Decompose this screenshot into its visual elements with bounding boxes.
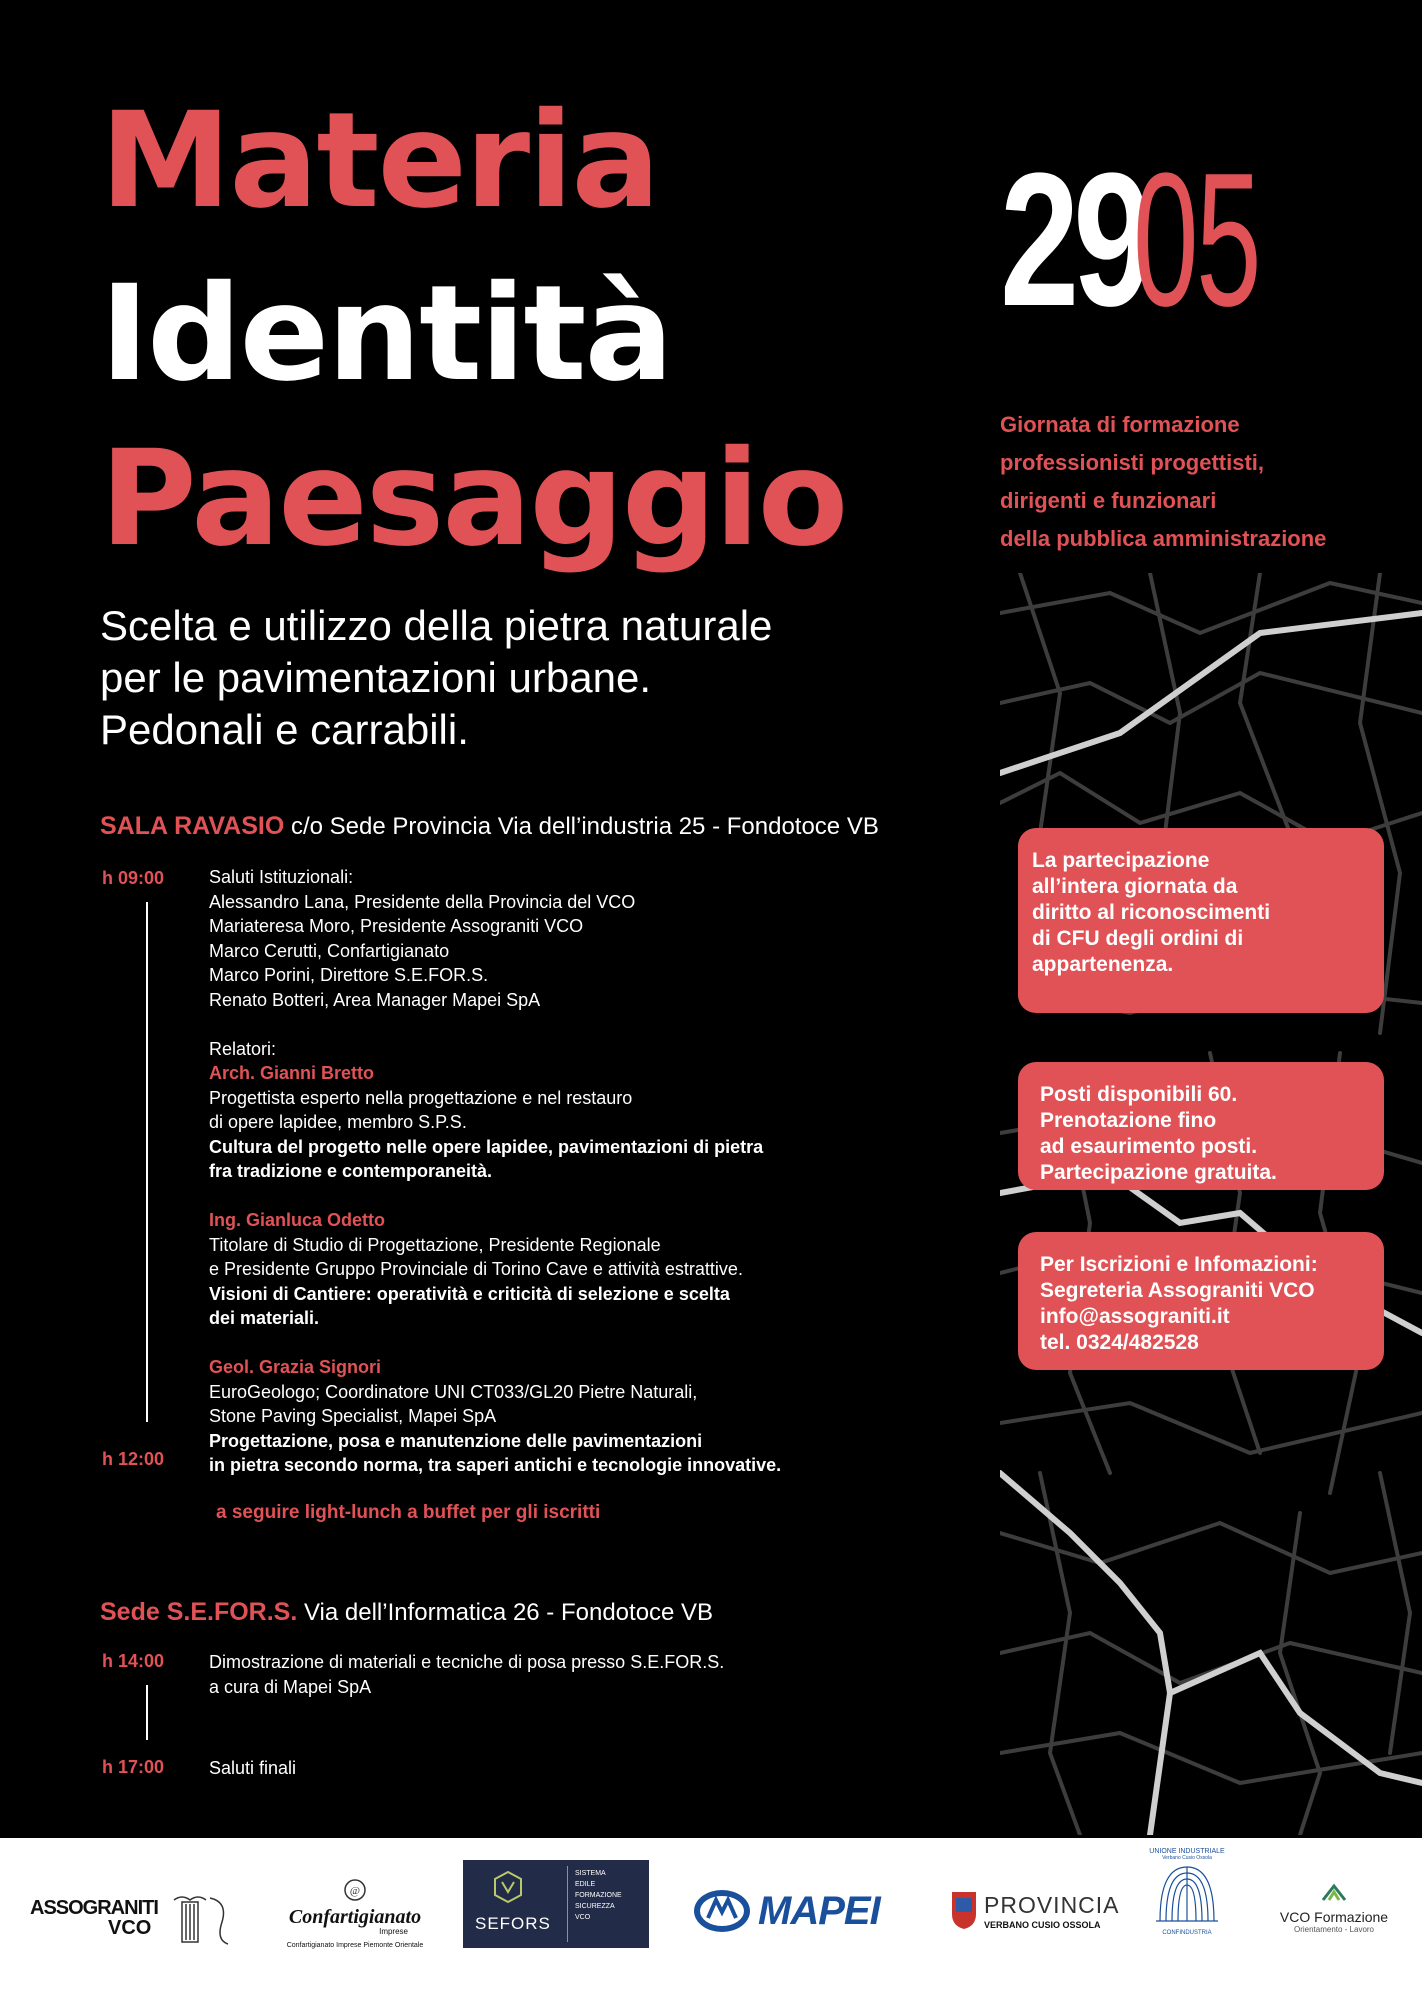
timeline-line bbox=[146, 902, 148, 1422]
speaker-name: Ing. Gianluca Odetto bbox=[209, 1210, 386, 1230]
confartigianato-caption: Confartigianato Imprese Piemonte Orientale bbox=[286, 1942, 424, 1949]
date-month: 05 bbox=[1133, 134, 1260, 346]
time-start: h 14:00 bbox=[102, 1651, 165, 1671]
greeting-item: Alessandro Lana, Presidente della Provincia del VCO bbox=[209, 891, 636, 912]
column-icon bbox=[170, 1892, 232, 1948]
title-line-3: Paesaggio bbox=[100, 422, 847, 576]
assograniti-logo bbox=[30, 1898, 235, 1958]
assograniti-vco: VCO bbox=[108, 1917, 152, 1939]
speaker-bio: EuroGeologo; Coordinatore UNI CT033/GL20 Pietre Naturali, bbox=[209, 1381, 698, 1402]
date-day: 29 bbox=[1000, 134, 1147, 346]
svg-text:@: @ bbox=[349, 1885, 361, 1897]
info-line: Partecipazione gratuita. bbox=[1040, 1161, 1277, 1184]
phone-link[interactable]: tel. 0324/482528 bbox=[1040, 1331, 1199, 1354]
talk-title: in pietra secondo norma, tra saperi antichi e tecnologie innovative. bbox=[209, 1455, 782, 1475]
info-line: appartenenza. bbox=[1032, 953, 1174, 976]
tagline-line: della pubblica amministrazione bbox=[1000, 526, 1327, 551]
mapei-logo bbox=[692, 1888, 906, 1934]
sefors-icon bbox=[493, 1870, 523, 1904]
session-1-program bbox=[209, 865, 929, 1478]
sefors-logo bbox=[463, 1860, 649, 1948]
location-address: c/o Sede Provincia Via dell’industria 25 - Fondotoce VB bbox=[290, 813, 879, 840]
provincia-logo bbox=[950, 1888, 1120, 1948]
info-line: Posti disponibili 60. bbox=[1040, 1083, 1238, 1106]
info-line: Prenotazione fino bbox=[1040, 1109, 1217, 1132]
provincia-name: PROVINCIA bbox=[984, 1892, 1120, 1918]
unione-top: UNIONE INDUSTRIALE bbox=[1149, 1848, 1225, 1855]
session-2-program bbox=[209, 1650, 929, 1699]
confartigianato-icon bbox=[343, 1878, 367, 1902]
tagline-line: dirigenti e funzionari bbox=[1000, 488, 1217, 513]
subtitle-line: Pedonali e carrabili. bbox=[100, 706, 469, 753]
title-line-1: Materia bbox=[100, 84, 659, 238]
confindustria-icon bbox=[1152, 1861, 1222, 1925]
info-line: all’intera giornata da bbox=[1032, 875, 1238, 898]
greeting-item: Mariateresa Moro, Presidente Assograniti VCO bbox=[209, 916, 584, 936]
timeline-line bbox=[146, 1685, 148, 1740]
talk-title: fra tradizione e contemporaneità. bbox=[209, 1161, 493, 1181]
info-line: ad esaurimento posti. bbox=[1040, 1135, 1258, 1158]
vco-sub: Orientamento - Lavoro bbox=[1293, 1925, 1375, 1934]
unione-bottom: CONFINDUSTRIA bbox=[1162, 1930, 1212, 1936]
subtitle bbox=[100, 600, 920, 756]
talk-title: dei materiali. bbox=[209, 1308, 320, 1328]
info-line: Segreteria Assograniti VCO bbox=[1040, 1279, 1315, 1302]
location-name: SALA RAVASIO bbox=[100, 812, 285, 840]
demo-line: a cura di Mapei SpA bbox=[209, 1676, 372, 1697]
speaker-bio: di opere lapidee, membro S.P.S. bbox=[209, 1112, 467, 1132]
subtitle-line: per le pavimentazioni urbane. bbox=[100, 654, 652, 701]
time-end: h 17:00 bbox=[102, 1757, 165, 1777]
provincia-sub: VERBANO CUSIO OSSOLA bbox=[984, 1920, 1101, 1930]
location-2 bbox=[100, 1598, 713, 1627]
tagline-line: Giornata di formazione bbox=[1000, 412, 1240, 437]
title-line-2: Identità bbox=[100, 257, 672, 411]
location-address: Via dell’Informatica 26 - Fondotoce VB bbox=[303, 1599, 714, 1626]
sefors-lines: SISTEMA EDILE FORMAZIONE SICUREZZA VCO bbox=[575, 1870, 622, 1921]
info-line: diritto al riconoscimenti bbox=[1032, 901, 1271, 924]
unione-sub: Verbano Cusio Ossola bbox=[1162, 1855, 1212, 1861]
greeting-item: Marco Cerutti, Confartigianato bbox=[209, 940, 450, 961]
speakers-title: Relatori: bbox=[209, 1038, 277, 1059]
mapei-icon bbox=[692, 1888, 752, 1934]
location-1 bbox=[100, 812, 879, 841]
demo-line: Dimostrazione di materiali e tecniche di posa presso S.E.FOR.S. bbox=[209, 1652, 725, 1672]
unione-industriale-logo bbox=[1142, 1848, 1232, 1948]
street-map-graphic bbox=[1000, 573, 1422, 1835]
speaker-bio: e Presidente Gruppo Provinciale di Torino Cave e attività estrattive. bbox=[209, 1259, 743, 1279]
location-name: Sede S.E.FOR.S. bbox=[100, 1598, 298, 1626]
greeting-item: Marco Porini, Direttore S.E.FOR.S. bbox=[209, 965, 489, 985]
vco-arrow-icon bbox=[1321, 1882, 1347, 1904]
speaker-bio: Progettista esperto nella progettazione e nel restauro bbox=[209, 1087, 633, 1108]
greetings-title: Saluti Istituzionali: bbox=[209, 867, 354, 887]
subtitle-line: Scelta e utilizzo della pietra naturale bbox=[100, 602, 773, 649]
greeting-item: Renato Botteri, Area Manager Mapei SpA bbox=[209, 989, 541, 1010]
time-start: h 09:00 bbox=[102, 868, 165, 888]
contact-info-box bbox=[1018, 1232, 1384, 1370]
info-line: Per Iscrizioni e Infomazioni: bbox=[1040, 1253, 1318, 1276]
cfu-info-box bbox=[1018, 828, 1384, 1013]
vco-name: VCO Formazione bbox=[1279, 1909, 1389, 1925]
info-line: La partecipazione bbox=[1032, 849, 1210, 872]
closing-note: Saluti finali bbox=[209, 1758, 297, 1778]
talk-title: Progettazione, posa e manutenzione delle pavimentazioni bbox=[209, 1430, 703, 1451]
confartigianato-name: Confartigianato bbox=[288, 1906, 422, 1928]
info-line: di CFU degli ordini di bbox=[1032, 927, 1244, 950]
email-link[interactable]: info@assograniti.it bbox=[1040, 1305, 1230, 1328]
seats-info-box bbox=[1018, 1062, 1384, 1190]
tagline bbox=[1000, 406, 1400, 558]
speaker-name: Arch. Gianni Bretto bbox=[209, 1063, 375, 1083]
speaker-bio: Titolare di Studio di Progettazione, Presidente Regionale bbox=[209, 1234, 661, 1255]
lunch-note: a seguire light-lunch a buffet per gli iscritti bbox=[216, 1502, 601, 1523]
speaker-bio: Stone Paving Specialist, Mapei SpA bbox=[209, 1406, 497, 1426]
event-date bbox=[1000, 134, 1337, 346]
confartigianato-logo bbox=[280, 1878, 430, 1958]
sefors-name: SEFORS bbox=[475, 1914, 551, 1933]
talk-title: Visioni di Cantiere: operatività e criticità di selezione e scelta bbox=[209, 1283, 730, 1304]
tagline-line: professionisti progettisti, bbox=[1000, 450, 1265, 475]
vco-formazione-logo bbox=[1264, 1882, 1404, 1952]
coat-of-arms-icon bbox=[950, 1890, 978, 1930]
confartigianato-sub: Imprese bbox=[379, 1927, 408, 1936]
assograniti-name: ASSOGRANITI bbox=[30, 1897, 158, 1919]
time-end: h 12:00 bbox=[102, 1449, 165, 1469]
sponsors-footer bbox=[0, 1838, 1422, 2000]
speaker-name: Geol. Grazia Signori bbox=[209, 1357, 382, 1377]
mapei-name: MAPEI bbox=[758, 1889, 880, 1933]
talk-title: Cultura del progetto nelle opere lapidee, pavimentazioni di pietra bbox=[209, 1136, 764, 1157]
